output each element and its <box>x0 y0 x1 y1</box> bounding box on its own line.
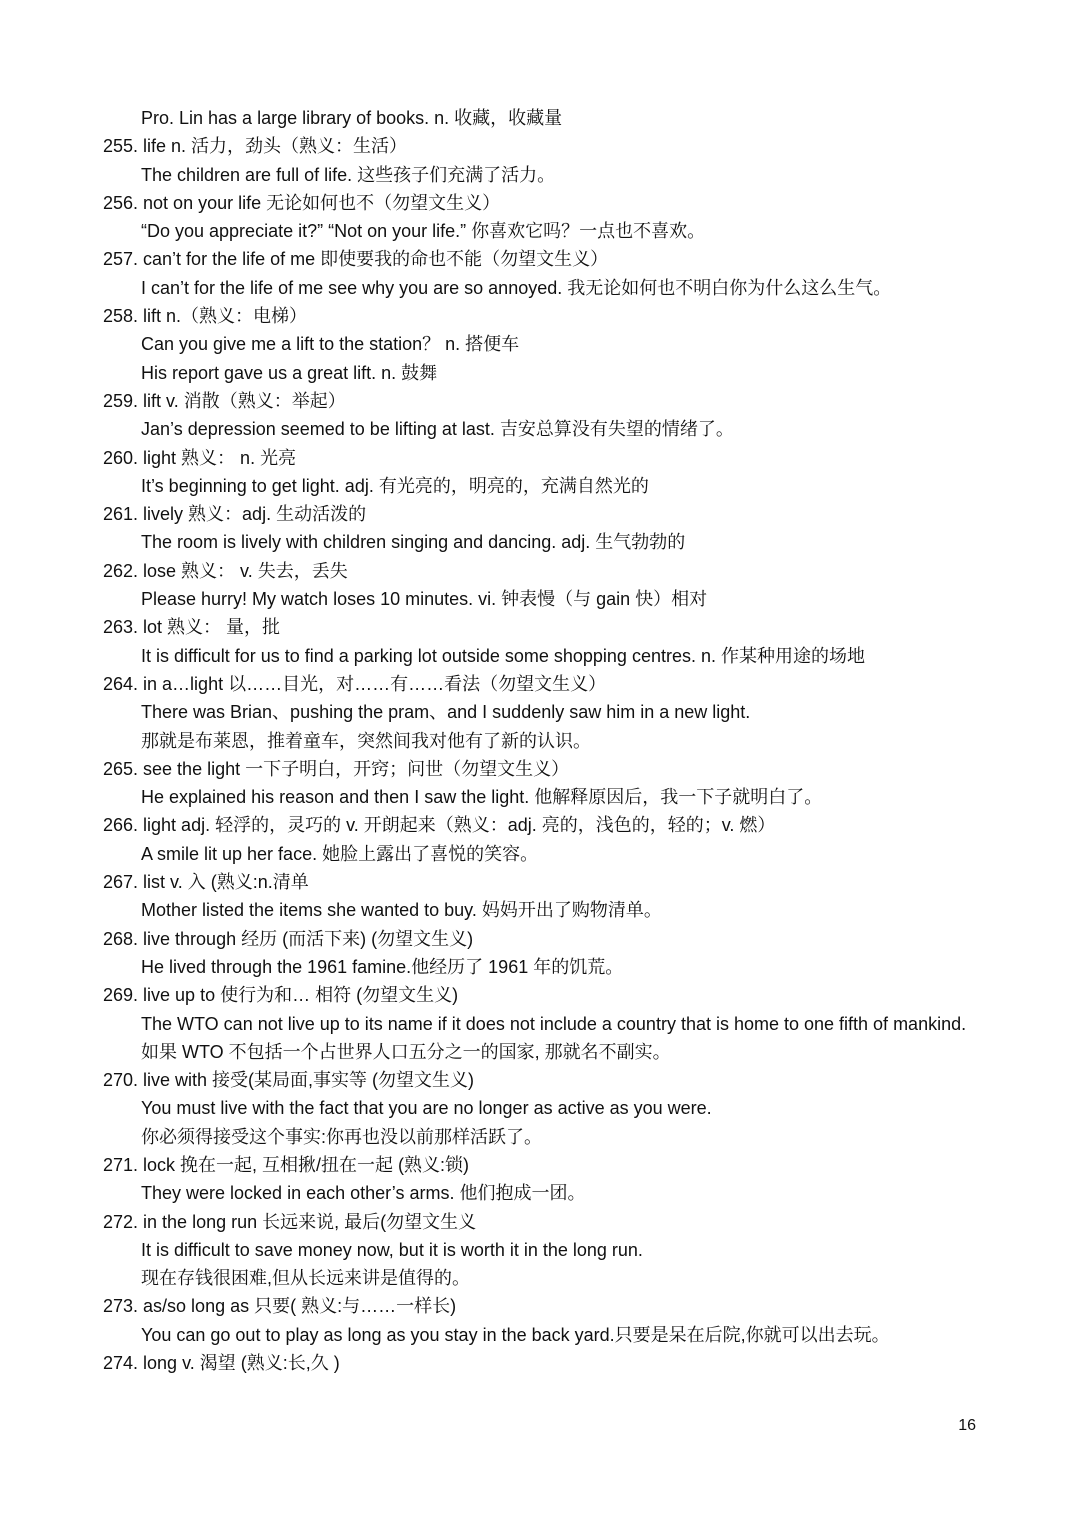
entry-heading: 264. in a…light 以……目光，对……有……看法（勿望文生义） <box>103 673 607 694</box>
entry-example: Pro. Lin has a large library of books. n. 收藏，收藏量 <box>141 108 563 128</box>
entry-example: His report gave us a great lift. n. 鼓舞 <box>141 362 438 383</box>
entry-example: 如果 WTO 不包括一个占世界人口五分之一的国家, 那就名不副实。 <box>141 1041 671 1062</box>
entry-heading: 257. can’t for the life of me 即使要我的命也不能（勿望文生义） <box>103 249 609 270</box>
entry-example: Can you give me a lift to the station？ n. 搭便车 <box>141 334 520 355</box>
entry-heading: 267. list v. 入 (熟义:n.清单 <box>103 872 309 893</box>
entry-heading: 258. lift n.（熟义：电梯） <box>103 306 308 327</box>
entry-heading: 269. live up to 使行为和… 相符 (勿望文生义) <box>103 985 459 1006</box>
entry-example: 现在存钱很困难,但从长远来讲是值得的。 <box>141 1268 470 1289</box>
entry-heading: 260. light 熟义： n. 光亮 <box>103 447 297 468</box>
entry-example: The room is lively with children singing and dancing. adj. 生气勃勃的 <box>141 532 686 553</box>
entry-heading: 271. lock 挽在一起, 互相揪/扭在一起 (熟义:锁) <box>103 1154 470 1175</box>
entry-example: Please hurry! My watch loses 10 minutes. vi. 钟表慢（与 gain 快）相对 <box>141 589 708 610</box>
entry-example: He explained his reason and then I saw the light. 他解释原因后，我一下子就明白了。 <box>141 787 823 808</box>
document-body <box>103 104 983 1377</box>
entry-heading: 261. lively 熟义：adj. 生动活泼的 <box>103 504 367 525</box>
entry-heading: 268. live through 经历 (而活下来) (勿望文生义) <box>103 928 474 949</box>
entry-example: It is difficult for us to find a parking lot outside some shopping centres. n. 作某种用途的场地 <box>141 645 865 666</box>
entry-heading: 259. lift v. 消散（熟义：举起） <box>103 390 346 411</box>
entry-example: There was Brian、pushing the pram、and I suddenly saw him in a new light. <box>141 702 751 723</box>
entry-heading: 256. not on your life 无论如何也不（勿望文生义） <box>103 192 501 213</box>
entry-example: Mother listed the items she wanted to buy. 妈妈开出了购物清单。 <box>141 900 662 921</box>
entry-heading: 262. lose 熟义： v. 失去，丢失 <box>103 560 348 581</box>
entry-example: The WTO can not live up to its name if it does not include a country that is home to one fifth of mankind. <box>141 1013 967 1034</box>
entry-example: 那就是布莱恩，推着童车，突然间我对他有了新的认识。 <box>141 730 591 751</box>
entry-heading: 272. in the long run 长远来说, 最后(勿望文生义 <box>103 1211 477 1232</box>
entry-example: I can’t for the life of me see why you are so annoyed. 我无论如何也不明白你为什么这么生气。 <box>141 277 892 298</box>
page-number: 16 <box>958 1417 976 1434</box>
entry-heading: 255. life n. 活力，劲头（熟义：生活） <box>103 136 408 157</box>
entry-heading: 266. light adj. 轻浮的，灵巧的 v. 开朗起来（熟义：adj. 亮的，浅色的，轻的；v. 燃） <box>103 815 776 836</box>
entry-example: They were locked in each other’s arms. 他们抱成一团。 <box>141 1183 586 1204</box>
entry-example: “Do you appreciate it?” “Not on your life.” 你喜欢它吗？一点也不喜欢。 <box>141 221 706 242</box>
entry-example: A smile lit up her face. 她脸上露出了喜悦的笑容。 <box>141 843 539 864</box>
entry-example: He lived through the 1961 famine.他经历了 1961 年的饥荒。 <box>141 956 624 977</box>
entry-example: 你必须得接受这个事实:你再也没以前那样活跃了。 <box>141 1126 542 1147</box>
entry-heading: 270. live with 接受(某局面,事实等 (勿望文生义) <box>103 1070 475 1091</box>
entry-example: It is difficult to save money now, but it is worth it in the long run. <box>141 1239 643 1260</box>
entry-example: Jan’s depression seemed to be lifting at last. 吉安总算没有失望的情绪了。 <box>141 419 734 440</box>
entry-example: The children are full of life. 这些孩子们充满了活力。 <box>141 164 556 185</box>
entry-example: You can go out to play as long as you stay in the back yard.只要是呆在后院,你就可以出去玩。 <box>141 1324 890 1345</box>
entry-heading: 263. lot 熟义： 量，批 <box>103 617 281 638</box>
entry-heading: 265. see the light 一下子明白，开窍；问世（勿望文生义） <box>103 758 570 779</box>
entry-heading: 274. long v. 渴望 (熟义:长,久 ) <box>103 1353 340 1374</box>
entry-heading: 273. as/so long as 只要( 熟义:与……一样长) <box>103 1296 457 1317</box>
entry-example: It’s beginning to get light. adj. 有光亮的，明亮的，充满自然光的 <box>141 475 649 496</box>
entry-example: You must live with the fact that you are no longer as active as you were. <box>141 1098 712 1119</box>
